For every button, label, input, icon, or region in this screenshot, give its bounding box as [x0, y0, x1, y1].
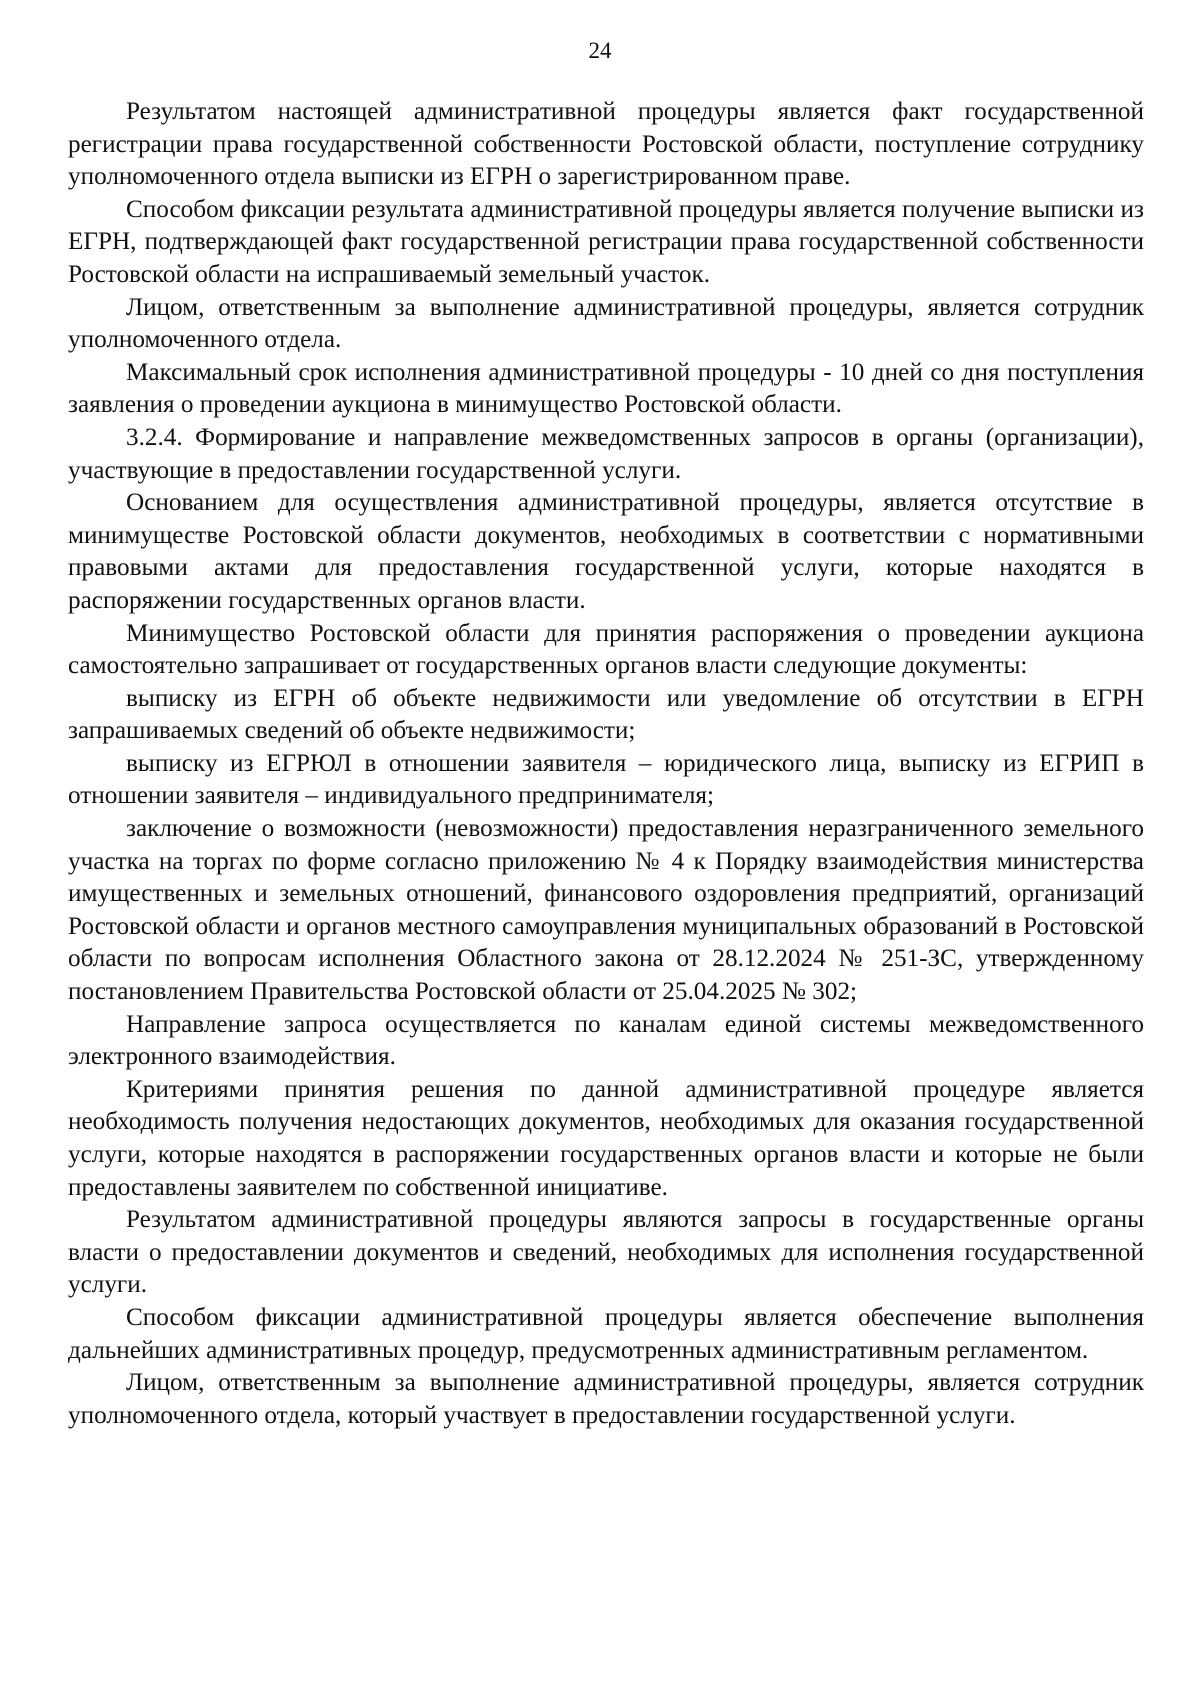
paragraph-registration-fixation: Способом фиксации результата административной процедуры является получение выписки из ЕГРН, подтверждающей факт государственной регистрации права государственной собственности Ростовской области на испрашиваемый земельный участок. [68, 195, 1144, 288]
paragraph-requested-documents-intro: Минимущество Ростовской области для принятия распоряжения о проведении аукциона самостоятельно запрашивает от государственных органов власти следующие документы: [68, 619, 1144, 680]
page-number: 24 [588, 38, 612, 63]
paragraph-decision-criteria: Критериями принятия решения по данной административной процедуре является необходимость получения недостающих документов, необходимых для оказания государственной услуги, которые находятся в распоряжении государственных органов власти и которые не были предоставлены заявителем по собственной инициативе. [68, 1075, 1144, 1201]
paragraph-registration-deadline: Максимальный срок исполнения административной процедуры - 10 дней со дня поступления заявления о проведении аукциона в минимущество Ростовской области. [68, 358, 1144, 419]
paragraph-requests-result: Результатом административной процедуры являются запросы в государственные органы власти о предоставлении документов и сведений, необходимых для исполнения государственной услуги. [68, 1206, 1144, 1299]
list-item-egrn-extract: выписку из ЕГРН об объекте недвижимости или уведомление об отсутствии в ЕГРН запрашиваемых сведений об объекте недвижимости; [68, 684, 1144, 745]
list-item-egrul-egrip-extract: выписку из ЕГРЮЛ в отношении заявителя – юридического лица, выписку из ЕГРИП в отношении заявителя – индивидуального предпринимателя; [68, 749, 1144, 810]
paragraph-request-channel: Направление запроса осуществляется по каналам единой системы межведомственного электронного взаимодействия. [68, 1010, 1144, 1071]
paragraph-requests-fixation: Способом фиксации административной процедуры является обеспечение выполнения дальнейших административных процедур, предусмотренных административным регламентом. [68, 1303, 1144, 1364]
paragraph-registration-responsible: Лицом, ответственным за выполнение административной процедуры, является сотрудник уполномоченного отдела. [68, 293, 1144, 354]
paragraph-section-3-2-4-heading: 3.2.4. Формирование и направление межведомственных запросов в органы (организации), участвующие в предоставлении государственной услуги. [68, 423, 1144, 484]
paragraph-requests-basis: Основанием для осуществления административной процедуры, является отсутствие в минимуществе Ростовской области документов, необходимых в соответствии с нормативными правовыми актами для предоставления государственной услуги, которые находятся в распоряжении государственных органов власти. [68, 489, 1144, 614]
paragraph-requests-responsible: Лицом, ответственным за выполнение административной процедуры, является сотрудник уполномоченного отдела, который участвует в предоставлении государственной услуги. [68, 1369, 1144, 1429]
paragraph-registration-result: Результатом настоящей административной процедуры является факт государственной регистрации права государственной собственности Ростовской области, поступление сотруднику уполномоченного отдела выписки из ЕГРН о зарегистрированном праве. [68, 98, 1144, 191]
list-item-land-plot-conclusion: заключение о возможности (невозможности) предоставления неразграниченного земельного участка на торгах по форме согласно приложению № 4 к Порядку взаимодействия министерства имущественных и земельных отношений, финансового оздоровления предприятий, организаций Ростовской области и органов местного самоуправления муниципальных образований в Ростовской области по вопросам исполнения Областного закона от 28.12.2024 № 251-ЗС, утвержденному постановлением Правительства Ростовской области от 25.04.2025 № 302; [68, 815, 1144, 1006]
document-body [68, 96, 1144, 1432]
